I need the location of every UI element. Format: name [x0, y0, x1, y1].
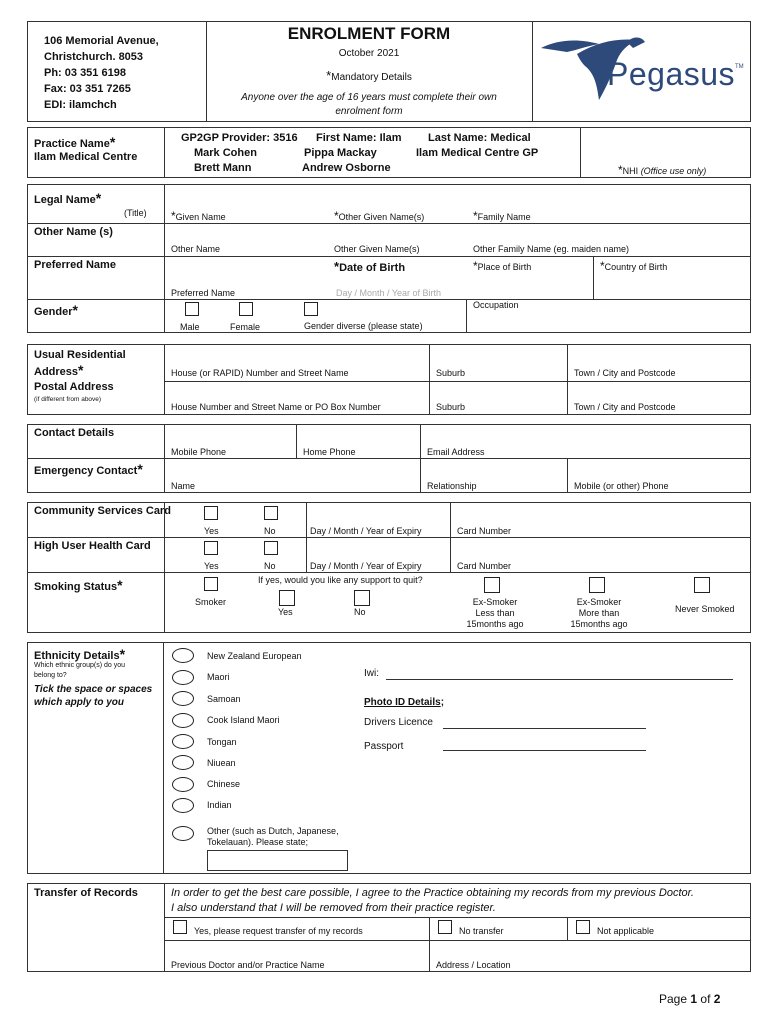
provider-cell: First Name: Ilam	[316, 132, 402, 144]
postal-address-label: Postal Address	[34, 381, 114, 393]
practice-name: Ilam Medical Centre	[34, 151, 138, 163]
divider	[164, 344, 165, 415]
smoker-checkbox[interactable]	[204, 577, 218, 591]
relationship-label: Relationship	[427, 481, 477, 491]
provider-cell: Andrew Osborne	[302, 162, 391, 174]
huhc-no-checkbox[interactable]	[264, 541, 278, 555]
other-names-label: Other Name (s)	[34, 226, 113, 238]
practice-address: 106 Memorial Avenue, Christchurch. 8053 Ph: 03 351 6198 Fax: 03 351 7265 EDI: ilamchch	[44, 35, 159, 111]
practice-label: Practice Name*	[34, 134, 116, 150]
pegasus-logo	[537, 34, 749, 104]
provider-cell: Mark Cohen	[194, 147, 257, 159]
divider	[420, 458, 421, 493]
divider	[450, 502, 451, 572]
ethnicity-instruction: Tick the space or spaces which apply to you	[34, 684, 153, 708]
provider-cell: GP2GP Provider: 3516	[181, 132, 298, 144]
divider	[27, 299, 751, 300]
ec-phone-label: Mobile (or other) Phone	[574, 481, 669, 491]
huhc-label: High User Health Card	[34, 540, 151, 552]
nhi-label: *NHI (Office use only)	[618, 163, 707, 177]
drivers-licence-line[interactable]	[443, 728, 646, 729]
usual-address-label: Usual Residential Address*	[34, 349, 126, 378]
page-title: ENROLMENT FORM	[287, 24, 451, 43]
male-label: Male	[180, 322, 200, 332]
divider	[580, 127, 581, 178]
huhc-expiry-label: Day / Month / Year of Expiry	[310, 561, 422, 571]
postal-note: (if different from above)	[34, 396, 102, 403]
occupation-label: Occupation	[473, 300, 519, 310]
mandatory-note: *Mandatory Details	[326, 68, 412, 83]
never-smoked-checkbox[interactable]	[694, 577, 710, 593]
contact-label: Contact Details	[34, 427, 115, 439]
ethnicity-other-radio[interactable]	[172, 826, 194, 841]
legal-name-label: Legal Name*	[34, 190, 102, 206]
age-notice: Anyone over the age of 16 years must complete their own enrolment form	[241, 92, 497, 117]
ethnicity-option-label: Tongan	[207, 737, 237, 747]
ethnicity-option-label: Chinese	[207, 779, 241, 789]
ethnicity-option-label: Cook Island Maori	[207, 715, 280, 725]
csc-expiry-label: Day / Month / Year of Expiry	[310, 526, 422, 536]
transfer-label: Transfer of Records	[34, 887, 138, 899]
huhc-yes-checkbox[interactable]	[204, 541, 218, 555]
ethnicity-option-radio[interactable]	[172, 670, 194, 685]
ex-less-label: Ex-Smoker Less than 15months ago	[466, 597, 524, 629]
ethnicity-question: Which ethnic group(s) do you belong to?	[34, 662, 126, 679]
divider	[164, 917, 751, 918]
divider	[429, 344, 430, 415]
preferred-label: Preferred Name	[34, 259, 116, 271]
ethnicity-option-radio[interactable]	[172, 755, 194, 770]
divider	[164, 381, 751, 382]
ethnicity-other-label: Other (such as Dutch, Japanese, Tokelauan). Please state;	[207, 826, 339, 847]
given-name-label: *Given Name	[171, 209, 226, 223]
logo-wordmark: Pegasus	[607, 56, 736, 92]
divider	[532, 21, 533, 122]
smoking-label: Smoking Status*	[34, 577, 123, 593]
logo-tm: TM	[735, 64, 744, 70]
ethnicity-option-label: Maori	[207, 672, 230, 682]
never-smoked-label: Never Smoked	[675, 604, 735, 614]
transfer-na-label: Not applicable	[597, 926, 655, 936]
ethnicity-other-input[interactable]	[207, 850, 348, 871]
divider	[567, 344, 568, 415]
divider	[164, 184, 165, 333]
support-no-checkbox[interactable]	[354, 590, 370, 606]
csc-yes-label: Yes	[204, 526, 219, 536]
divider	[567, 458, 568, 493]
town-label: Town / City and Postcode	[574, 368, 676, 378]
transfer-yes-checkbox[interactable]	[173, 920, 187, 934]
ex-more-label: Ex-Smoker More than 15months ago	[570, 597, 628, 629]
family-name-label: *Family Name	[473, 209, 531, 223]
email-label: Email Address	[427, 447, 485, 457]
female-label: Female	[230, 322, 261, 332]
transfer-no-checkbox[interactable]	[438, 920, 452, 934]
transfer-yes-label: Yes, please request transfer of my records	[194, 926, 363, 936]
other-name-label: Other Name	[171, 244, 221, 254]
ex-more-checkbox[interactable]	[589, 577, 605, 593]
support-yes-label: Yes	[278, 607, 293, 617]
ethnicity-option-radio[interactable]	[172, 798, 194, 813]
emergency-label: Emergency Contact*	[34, 461, 143, 477]
passport-label: Passport	[364, 741, 404, 752]
support-no-label: No	[354, 607, 366, 617]
huhc-yes-label: Yes	[204, 561, 219, 571]
country-birth-label: *Country of Birth	[600, 259, 668, 273]
postal-house-label: House Number and Street Name or PO Box Number	[171, 402, 381, 412]
town2-label: Town / City and Postcode	[574, 402, 676, 412]
ethnicity-option-radio[interactable]	[172, 713, 194, 728]
ethnicity-option-radio[interactable]	[172, 691, 194, 706]
suburb-label: Suburb	[436, 368, 466, 378]
ethnicity-option-label: New Zealand European	[207, 651, 302, 661]
female-checkbox[interactable]	[239, 302, 253, 316]
diverse-label: Gender diverse (please state)	[304, 321, 423, 331]
home-phone-label: Home Phone	[303, 447, 356, 457]
ethnicity-label: Ethnicity Details*	[34, 646, 126, 662]
preferred-name-label: Preferred Name	[171, 288, 236, 298]
divider	[163, 642, 164, 874]
ethnicity-option-radio[interactable]	[172, 734, 194, 749]
divider	[164, 502, 165, 633]
title-label: (Title)	[124, 208, 147, 218]
place-birth-label: *Place of Birth	[473, 259, 532, 273]
provider-cell: Pippa Mackay	[304, 147, 377, 159]
iwi-line[interactable]	[386, 679, 733, 680]
divider	[27, 572, 751, 573]
csc-yes-checkbox[interactable]	[204, 506, 218, 520]
gender-diverse-checkbox[interactable]	[304, 302, 318, 316]
ethnicity-option-label: Niuean	[207, 758, 236, 768]
csc-no-label: No	[264, 526, 276, 536]
male-checkbox[interactable]	[185, 302, 199, 316]
provider-cell: Ilam Medical Centre GP	[416, 147, 539, 159]
gender-label: Gender*	[34, 302, 78, 318]
ethnicity-option-radio[interactable]	[172, 777, 194, 792]
ethnicity-option-label: Samoan	[207, 694, 241, 704]
divider	[27, 537, 751, 538]
smoker-label: Smoker	[195, 597, 227, 607]
page-number: Page 1 of 2	[659, 992, 721, 1006]
house-label: House (or RAPID) Number and Street Name	[171, 368, 349, 378]
dob-format: Day / Month / Year of Birth	[336, 288, 442, 298]
transfer-no-label: No transfer	[459, 926, 504, 936]
divider	[164, 883, 165, 972]
divider	[306, 502, 307, 572]
divider	[27, 458, 751, 459]
huhc-card-number-label: Card Number	[457, 561, 512, 571]
divider	[466, 299, 467, 333]
huhc-no-label: No	[264, 561, 276, 571]
divider	[296, 424, 297, 458]
iwi-label: Iwi:	[364, 668, 379, 679]
other-given-names-label: Other Given Name(s)	[334, 244, 420, 254]
drivers-licence-label: Drivers Licence	[364, 717, 433, 728]
transfer-text: In order to get the best care possible, I agree to the Practice obtaining my records from my previous Doctor. I also understand that I will be removed from their practice register.	[171, 887, 694, 914]
divider	[567, 917, 568, 940]
csc-label: Community Services Card	[34, 505, 171, 517]
support-yes-checkbox[interactable]	[279, 590, 295, 606]
divider	[164, 127, 165, 178]
provider-cell: Brett Mann	[194, 162, 252, 174]
suburb2-label: Suburb	[436, 402, 466, 412]
csc-card-number-label: Card Number	[457, 526, 512, 536]
ethnicity-box	[27, 642, 751, 874]
csc-no-checkbox[interactable]	[264, 506, 278, 520]
dob-label: *Date of Birth	[334, 259, 406, 274]
divider	[27, 256, 751, 257]
provider-cell: Last Name: Medical	[428, 132, 531, 144]
support-question: If yes, would you like any support to quit?	[258, 575, 423, 585]
passport-line[interactable]	[443, 750, 646, 751]
divider	[420, 424, 421, 458]
other-given-label: *Other Given Name(s)	[334, 209, 425, 223]
divider	[429, 917, 430, 972]
ethnicity-option-radio[interactable]	[172, 648, 194, 663]
transfer-na-checkbox[interactable]	[576, 920, 590, 934]
prev-address-label: Address / Location	[436, 960, 511, 970]
form-date: October 2021	[338, 48, 400, 59]
ec-name-label: Name	[171, 481, 196, 491]
divider	[593, 256, 594, 299]
other-family-label: Other Family Name (eg. maiden name)	[473, 244, 630, 254]
ex-less-checkbox[interactable]	[484, 577, 500, 593]
divider	[164, 940, 751, 941]
prev-doctor-label: Previous Doctor and/or Practice Name	[171, 960, 325, 970]
photo-id-label: Photo ID Details;	[364, 697, 445, 708]
divider	[27, 223, 751, 224]
mobile-label: Mobile Phone	[171, 447, 227, 457]
ethnicity-option-label: Indian	[207, 800, 232, 810]
